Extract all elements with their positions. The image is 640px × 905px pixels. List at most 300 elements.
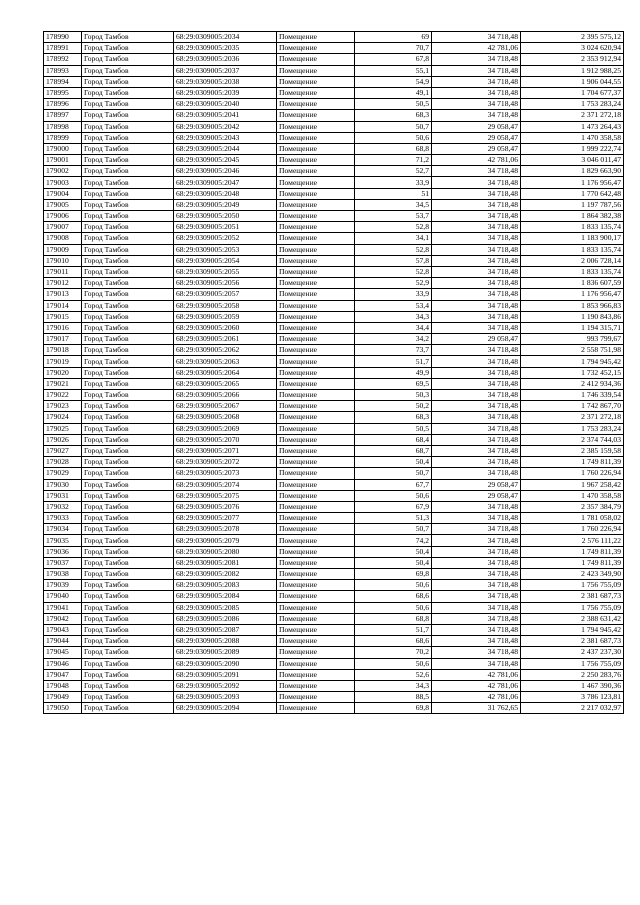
area-cell: 50,7 bbox=[355, 121, 432, 132]
table-row bbox=[44, 636, 624, 647]
cadastral-number-cell: 68:29:0309005:2040 bbox=[174, 99, 277, 110]
row-number-cell: 179017 bbox=[44, 334, 82, 345]
city-cell: Город Тамбов bbox=[82, 177, 174, 188]
cadastral-value-cell: 1 833 135,74 bbox=[521, 222, 624, 233]
city-cell: Город Тамбов bbox=[82, 490, 174, 501]
city-cell: Город Тамбов bbox=[82, 524, 174, 535]
cadastral-number-cell: 68:29:0309005:2075 bbox=[174, 490, 277, 501]
cadastral-value-cell: 1 176 956,47 bbox=[521, 289, 624, 300]
row-number-cell: 179019 bbox=[44, 356, 82, 367]
cadastral-number-cell: 68:29:0309005:2094 bbox=[174, 703, 277, 714]
row-number-cell: 179008 bbox=[44, 233, 82, 244]
cadastral-number-cell: 68:29:0309005:2088 bbox=[174, 636, 277, 647]
area-cell: 50,6 bbox=[355, 602, 432, 613]
city-cell: Город Тамбов bbox=[82, 390, 174, 401]
city-cell: Город Тамбов bbox=[82, 680, 174, 691]
row-number-cell: 179026 bbox=[44, 434, 82, 445]
object-type-cell: Помещение bbox=[277, 87, 355, 98]
row-number-cell: 179035 bbox=[44, 535, 82, 546]
row-number-cell: 179024 bbox=[44, 412, 82, 423]
table-row bbox=[44, 289, 624, 300]
table-row bbox=[44, 692, 624, 703]
cadastral-value-cell: 2 357 384,79 bbox=[521, 501, 624, 512]
row-number-cell: 179027 bbox=[44, 445, 82, 456]
city-cell: Город Тамбов bbox=[82, 669, 174, 680]
object-type-cell: Помещение bbox=[277, 445, 355, 456]
object-type-cell: Помещение bbox=[277, 591, 355, 602]
cadastral-number-cell: 68:29:0309005:2039 bbox=[174, 87, 277, 98]
cadastral-value-table bbox=[43, 31, 624, 714]
unit-value-cell: 34 718,48 bbox=[432, 434, 521, 445]
table-row bbox=[44, 423, 624, 434]
object-type-cell: Помещение bbox=[277, 580, 355, 591]
city-cell: Город Тамбов bbox=[82, 602, 174, 613]
cadastral-number-cell: 68:29:0309005:2092 bbox=[174, 680, 277, 691]
city-cell: Город Тамбов bbox=[82, 211, 174, 222]
row-number-cell: 179050 bbox=[44, 703, 82, 714]
cadastral-number-cell: 68:29:0309005:2065 bbox=[174, 378, 277, 389]
table-row bbox=[44, 121, 624, 132]
object-type-cell: Помещение bbox=[277, 322, 355, 333]
row-number-cell: 178990 bbox=[44, 32, 82, 43]
cadastral-value-cell: 2 250 283,76 bbox=[521, 669, 624, 680]
row-number-cell: 178995 bbox=[44, 87, 82, 98]
city-cell: Город Тамбов bbox=[82, 65, 174, 76]
unit-value-cell: 34 718,48 bbox=[432, 233, 521, 244]
cadastral-value-cell: 2 371 272,18 bbox=[521, 412, 624, 423]
row-number-cell: 179037 bbox=[44, 557, 82, 568]
cadastral-value-cell: 1 190 843,86 bbox=[521, 311, 624, 322]
cadastral-number-cell: 68:29:0309005:2077 bbox=[174, 513, 277, 524]
table-row bbox=[44, 602, 624, 613]
cadastral-value-cell: 2 412 934,36 bbox=[521, 378, 624, 389]
unit-value-cell: 34 718,48 bbox=[432, 87, 521, 98]
unit-value-cell: 34 718,48 bbox=[432, 188, 521, 199]
table-row bbox=[44, 647, 624, 658]
row-number-cell: 179043 bbox=[44, 624, 82, 635]
row-number-cell: 179020 bbox=[44, 367, 82, 378]
area-cell: 50,7 bbox=[355, 524, 432, 535]
table-row bbox=[44, 155, 624, 166]
cadastral-number-cell: 68:29:0309005:2061 bbox=[174, 334, 277, 345]
city-cell: Город Тамбов bbox=[82, 412, 174, 423]
area-cell: 68,3 bbox=[355, 110, 432, 121]
city-cell: Город Тамбов bbox=[82, 54, 174, 65]
object-type-cell: Помещение bbox=[277, 32, 355, 43]
table-row bbox=[44, 546, 624, 557]
object-type-cell: Помещение bbox=[277, 524, 355, 535]
cadastral-value-cell: 1 749 811,39 bbox=[521, 557, 624, 568]
cadastral-value-cell: 2 385 159,58 bbox=[521, 445, 624, 456]
object-type-cell: Помещение bbox=[277, 132, 355, 143]
row-number-cell: 179005 bbox=[44, 199, 82, 210]
cadastral-number-cell: 68:29:0309005:2044 bbox=[174, 143, 277, 154]
cadastral-value-cell: 3 046 011,47 bbox=[521, 155, 624, 166]
table-row bbox=[44, 300, 624, 311]
object-type-cell: Помещение bbox=[277, 557, 355, 568]
unit-value-cell: 34 718,48 bbox=[432, 624, 521, 635]
area-cell: 50,5 bbox=[355, 99, 432, 110]
cadastral-value-cell: 1 753 283,24 bbox=[521, 99, 624, 110]
cadastral-number-cell: 68:29:0309005:2053 bbox=[174, 244, 277, 255]
row-number-cell: 179028 bbox=[44, 457, 82, 468]
object-type-cell: Помещение bbox=[277, 76, 355, 87]
object-type-cell: Помещение bbox=[277, 54, 355, 65]
unit-value-cell: 34 718,48 bbox=[432, 367, 521, 378]
city-cell: Город Тамбов bbox=[82, 501, 174, 512]
object-type-cell: Помещение bbox=[277, 434, 355, 445]
cadastral-number-cell: 68:29:0309005:2079 bbox=[174, 535, 277, 546]
unit-value-cell: 34 718,48 bbox=[432, 289, 521, 300]
object-type-cell: Помещение bbox=[277, 233, 355, 244]
cadastral-value-cell: 2 388 631,42 bbox=[521, 613, 624, 624]
unit-value-cell: 34 718,48 bbox=[432, 457, 521, 468]
city-cell: Город Тамбов bbox=[82, 222, 174, 233]
object-type-cell: Помещение bbox=[277, 703, 355, 714]
row-number-cell: 179013 bbox=[44, 289, 82, 300]
area-cell: 51,3 bbox=[355, 513, 432, 524]
cadastral-value-cell: 2 353 912,94 bbox=[521, 54, 624, 65]
city-cell: Город Тамбов bbox=[82, 233, 174, 244]
unit-value-cell: 34 718,48 bbox=[432, 501, 521, 512]
cadastral-number-cell: 68:29:0309005:2081 bbox=[174, 557, 277, 568]
cadastral-value-cell: 1 194 315,71 bbox=[521, 322, 624, 333]
cadastral-value-cell: 1 760 226,94 bbox=[521, 468, 624, 479]
cadastral-value-cell: 2 006 728,14 bbox=[521, 255, 624, 266]
area-cell: 33,9 bbox=[355, 289, 432, 300]
city-cell: Город Тамбов bbox=[82, 121, 174, 132]
city-cell: Город Тамбов bbox=[82, 266, 174, 277]
unit-value-cell: 34 718,48 bbox=[432, 658, 521, 669]
cadastral-number-cell: 68:29:0309005:2038 bbox=[174, 76, 277, 87]
row-number-cell: 179049 bbox=[44, 692, 82, 703]
object-type-cell: Помещение bbox=[277, 367, 355, 378]
row-number-cell: 179018 bbox=[44, 345, 82, 356]
table-row bbox=[44, 390, 624, 401]
cadastral-value-cell: 1 967 258,42 bbox=[521, 479, 624, 490]
row-number-cell: 179039 bbox=[44, 580, 82, 591]
city-cell: Город Тамбов bbox=[82, 311, 174, 322]
table-row bbox=[44, 266, 624, 277]
table-row bbox=[44, 680, 624, 691]
city-cell: Город Тамбов bbox=[82, 535, 174, 546]
unit-value-cell: 34 718,48 bbox=[432, 211, 521, 222]
row-number-cell: 179021 bbox=[44, 378, 82, 389]
object-type-cell: Помещение bbox=[277, 412, 355, 423]
cadastral-value-cell: 1 770 642,48 bbox=[521, 188, 624, 199]
object-type-cell: Помещение bbox=[277, 378, 355, 389]
city-cell: Город Тамбов bbox=[82, 278, 174, 289]
area-cell: 50,6 bbox=[355, 132, 432, 143]
area-cell: 50,4 bbox=[355, 457, 432, 468]
unit-value-cell: 42 781,06 bbox=[432, 43, 521, 54]
area-cell: 70,7 bbox=[355, 43, 432, 54]
table-body bbox=[44, 32, 624, 714]
object-type-cell: Помещение bbox=[277, 479, 355, 490]
table-row bbox=[44, 143, 624, 154]
object-type-cell: Помещение bbox=[277, 513, 355, 524]
city-cell: Город Тамбов bbox=[82, 401, 174, 412]
city-cell: Город Тамбов bbox=[82, 188, 174, 199]
city-cell: Город Тамбов bbox=[82, 658, 174, 669]
row-number-cell: 179009 bbox=[44, 244, 82, 255]
unit-value-cell: 42 781,06 bbox=[432, 669, 521, 680]
cadastral-number-cell: 68:29:0309005:2074 bbox=[174, 479, 277, 490]
unit-value-cell: 42 781,06 bbox=[432, 680, 521, 691]
object-type-cell: Помещение bbox=[277, 65, 355, 76]
row-number-cell: 178998 bbox=[44, 121, 82, 132]
row-number-cell: 178997 bbox=[44, 110, 82, 121]
unit-value-cell: 34 718,48 bbox=[432, 255, 521, 266]
row-number-cell: 179011 bbox=[44, 266, 82, 277]
object-type-cell: Помещение bbox=[277, 501, 355, 512]
unit-value-cell: 34 718,48 bbox=[432, 345, 521, 356]
unit-value-cell: 34 718,48 bbox=[432, 647, 521, 658]
area-cell: 52,9 bbox=[355, 278, 432, 289]
object-type-cell: Помещение bbox=[277, 177, 355, 188]
cadastral-number-cell: 68:29:0309005:2091 bbox=[174, 669, 277, 680]
table-row bbox=[44, 334, 624, 345]
cadastral-value-cell: 1 781 058,02 bbox=[521, 513, 624, 524]
row-number-cell: 179030 bbox=[44, 479, 82, 490]
object-type-cell: Помещение bbox=[277, 390, 355, 401]
object-type-cell: Помещение bbox=[277, 110, 355, 121]
unit-value-cell: 34 718,48 bbox=[432, 535, 521, 546]
cadastral-number-cell: 68:29:0309005:2087 bbox=[174, 624, 277, 635]
cadastral-number-cell: 68:29:0309005:2051 bbox=[174, 222, 277, 233]
row-number-cell: 179034 bbox=[44, 524, 82, 535]
table-row bbox=[44, 401, 624, 412]
area-cell: 53,4 bbox=[355, 300, 432, 311]
cadastral-number-cell: 68:29:0309005:2045 bbox=[174, 155, 277, 166]
cadastral-number-cell: 68:29:0309005:2078 bbox=[174, 524, 277, 535]
object-type-cell: Помещение bbox=[277, 188, 355, 199]
object-type-cell: Помещение bbox=[277, 278, 355, 289]
unit-value-cell: 34 718,48 bbox=[432, 54, 521, 65]
cadastral-value-cell: 1 749 811,39 bbox=[521, 546, 624, 557]
row-number-cell: 179047 bbox=[44, 669, 82, 680]
city-cell: Город Тамбов bbox=[82, 32, 174, 43]
city-cell: Город Тамбов bbox=[82, 457, 174, 468]
object-type-cell: Помещение bbox=[277, 244, 355, 255]
object-type-cell: Помещение bbox=[277, 468, 355, 479]
cadastral-number-cell: 68:29:0309005:2036 bbox=[174, 54, 277, 65]
object-type-cell: Помещение bbox=[277, 99, 355, 110]
table-row bbox=[44, 557, 624, 568]
area-cell: 52,6 bbox=[355, 669, 432, 680]
area-cell: 50,5 bbox=[355, 423, 432, 434]
cadastral-number-cell: 68:29:0309005:2059 bbox=[174, 311, 277, 322]
object-type-cell: Помещение bbox=[277, 647, 355, 658]
table-row bbox=[44, 658, 624, 669]
table-row bbox=[44, 43, 624, 54]
unit-value-cell: 34 718,48 bbox=[432, 513, 521, 524]
row-number-cell: 179029 bbox=[44, 468, 82, 479]
unit-value-cell: 34 718,48 bbox=[432, 468, 521, 479]
cadastral-value-cell: 1 176 956,47 bbox=[521, 177, 624, 188]
cadastral-number-cell: 68:29:0309005:2089 bbox=[174, 647, 277, 658]
cadastral-value-cell: 1 833 135,74 bbox=[521, 244, 624, 255]
cadastral-value-cell: 1 853 966,83 bbox=[521, 300, 624, 311]
table-row bbox=[44, 76, 624, 87]
object-type-cell: Помещение bbox=[277, 211, 355, 222]
unit-value-cell: 34 718,48 bbox=[432, 591, 521, 602]
city-cell: Город Тамбов bbox=[82, 255, 174, 266]
table-row bbox=[44, 311, 624, 322]
area-cell: 55,1 bbox=[355, 65, 432, 76]
table-row bbox=[44, 513, 624, 524]
cadastral-number-cell: 68:29:0309005:2056 bbox=[174, 278, 277, 289]
area-cell: 69 bbox=[355, 32, 432, 43]
cadastral-value-cell: 2 558 751,98 bbox=[521, 345, 624, 356]
row-number-cell: 179001 bbox=[44, 155, 82, 166]
city-cell: Город Тамбов bbox=[82, 345, 174, 356]
city-cell: Город Тамбов bbox=[82, 110, 174, 121]
row-number-cell: 179044 bbox=[44, 636, 82, 647]
unit-value-cell: 34 718,48 bbox=[432, 32, 521, 43]
city-cell: Город Тамбов bbox=[82, 613, 174, 624]
area-cell: 34,3 bbox=[355, 311, 432, 322]
row-number-cell: 179016 bbox=[44, 322, 82, 333]
area-cell: 68,6 bbox=[355, 591, 432, 602]
object-type-cell: Помещение bbox=[277, 423, 355, 434]
cadastral-value-cell: 1 742 867,70 bbox=[521, 401, 624, 412]
object-type-cell: Помещение bbox=[277, 401, 355, 412]
table-row bbox=[44, 199, 624, 210]
cadastral-number-cell: 68:29:0309005:2058 bbox=[174, 300, 277, 311]
cadastral-number-cell: 68:29:0309005:2080 bbox=[174, 546, 277, 557]
row-number-cell: 179048 bbox=[44, 680, 82, 691]
area-cell: 57,8 bbox=[355, 255, 432, 266]
object-type-cell: Помещение bbox=[277, 43, 355, 54]
object-type-cell: Помещение bbox=[277, 155, 355, 166]
row-number-cell: 178994 bbox=[44, 76, 82, 87]
object-type-cell: Помещение bbox=[277, 535, 355, 546]
cadastral-value-cell: 1 732 452,15 bbox=[521, 367, 624, 378]
city-cell: Город Тамбов bbox=[82, 513, 174, 524]
table-row bbox=[44, 468, 624, 479]
row-number-cell: 179002 bbox=[44, 166, 82, 177]
cadastral-number-cell: 68:29:0309005:2062 bbox=[174, 345, 277, 356]
city-cell: Город Тамбов bbox=[82, 546, 174, 557]
area-cell: 50,3 bbox=[355, 390, 432, 401]
area-cell: 52,7 bbox=[355, 166, 432, 177]
cadastral-number-cell: 68:29:0309005:2048 bbox=[174, 188, 277, 199]
cadastral-number-cell: 68:29:0309005:2047 bbox=[174, 177, 277, 188]
object-type-cell: Помещение bbox=[277, 289, 355, 300]
unit-value-cell: 34 718,48 bbox=[432, 278, 521, 289]
unit-value-cell: 34 718,48 bbox=[432, 76, 521, 87]
cadastral-value-cell: 1 183 900,17 bbox=[521, 233, 624, 244]
object-type-cell: Помещение bbox=[277, 199, 355, 210]
cadastral-value-cell: 1 999 222,74 bbox=[521, 143, 624, 154]
city-cell: Город Тамбов bbox=[82, 289, 174, 300]
area-cell: 73,7 bbox=[355, 345, 432, 356]
cadastral-value-cell: 1 467 390,36 bbox=[521, 680, 624, 691]
cadastral-value-cell: 1 912 988,25 bbox=[521, 65, 624, 76]
unit-value-cell: 29 058,47 bbox=[432, 132, 521, 143]
cadastral-number-cell: 68:29:0309005:2052 bbox=[174, 233, 277, 244]
row-number-cell: 179007 bbox=[44, 222, 82, 233]
cadastral-value-cell: 1 749 811,39 bbox=[521, 457, 624, 468]
city-cell: Город Тамбов bbox=[82, 434, 174, 445]
object-type-cell: Помещение bbox=[277, 636, 355, 647]
area-cell: 70,2 bbox=[355, 647, 432, 658]
row-number-cell: 179033 bbox=[44, 513, 82, 524]
unit-value-cell: 42 781,06 bbox=[432, 692, 521, 703]
table-row bbox=[44, 535, 624, 546]
unit-value-cell: 34 718,48 bbox=[432, 580, 521, 591]
table-row bbox=[44, 87, 624, 98]
table-row bbox=[44, 110, 624, 121]
unit-value-cell: 34 718,48 bbox=[432, 557, 521, 568]
row-number-cell: 178992 bbox=[44, 54, 82, 65]
row-number-cell: 179031 bbox=[44, 490, 82, 501]
unit-value-cell: 29 058,47 bbox=[432, 479, 521, 490]
object-type-cell: Помещение bbox=[277, 602, 355, 613]
city-cell: Город Тамбов bbox=[82, 199, 174, 210]
cadastral-number-cell: 68:29:0309005:2037 bbox=[174, 65, 277, 76]
area-cell: 51,7 bbox=[355, 356, 432, 367]
row-number-cell: 179041 bbox=[44, 602, 82, 613]
city-cell: Город Тамбов bbox=[82, 580, 174, 591]
cadastral-value-cell: 3 024 620,94 bbox=[521, 43, 624, 54]
area-cell: 50,4 bbox=[355, 546, 432, 557]
object-type-cell: Помещение bbox=[277, 300, 355, 311]
row-number-cell: 179040 bbox=[44, 591, 82, 602]
table-row bbox=[44, 99, 624, 110]
row-number-cell: 179015 bbox=[44, 311, 82, 322]
object-type-cell: Помещение bbox=[277, 121, 355, 132]
cadastral-number-cell: 68:29:0309005:2050 bbox=[174, 211, 277, 222]
row-number-cell: 178999 bbox=[44, 132, 82, 143]
cadastral-number-cell: 68:29:0309005:2076 bbox=[174, 501, 277, 512]
cadastral-value-cell: 2 395 575,12 bbox=[521, 32, 624, 43]
unit-value-cell: 34 718,48 bbox=[432, 99, 521, 110]
area-cell: 69,5 bbox=[355, 378, 432, 389]
unit-value-cell: 34 718,48 bbox=[432, 613, 521, 624]
city-cell: Город Тамбов bbox=[82, 703, 174, 714]
cadastral-value-cell: 1 833 135,74 bbox=[521, 266, 624, 277]
cadastral-number-cell: 68:29:0309005:2069 bbox=[174, 423, 277, 434]
cadastral-value-cell: 2 371 272,18 bbox=[521, 110, 624, 121]
area-cell: 49,9 bbox=[355, 367, 432, 378]
area-cell: 68,8 bbox=[355, 613, 432, 624]
table-row bbox=[44, 580, 624, 591]
unit-value-cell: 34 718,48 bbox=[432, 311, 521, 322]
row-number-cell: 179006 bbox=[44, 211, 82, 222]
cadastral-value-cell: 2 381 687,73 bbox=[521, 591, 624, 602]
unit-value-cell: 34 718,48 bbox=[432, 266, 521, 277]
row-number-cell: 179000 bbox=[44, 143, 82, 154]
city-cell: Город Тамбов bbox=[82, 76, 174, 87]
area-cell: 68,7 bbox=[355, 445, 432, 456]
unit-value-cell: 42 781,06 bbox=[432, 155, 521, 166]
object-type-cell: Помещение bbox=[277, 658, 355, 669]
city-cell: Город Тамбов bbox=[82, 43, 174, 54]
row-number-cell: 179036 bbox=[44, 546, 82, 557]
row-number-cell: 179022 bbox=[44, 390, 82, 401]
row-number-cell: 179025 bbox=[44, 423, 82, 434]
unit-value-cell: 34 718,48 bbox=[432, 546, 521, 557]
table-row bbox=[44, 669, 624, 680]
city-cell: Город Тамбов bbox=[82, 378, 174, 389]
cadastral-number-cell: 68:29:0309005:2060 bbox=[174, 322, 277, 333]
city-cell: Город Тамбов bbox=[82, 155, 174, 166]
cadastral-value-cell: 1 829 663,90 bbox=[521, 166, 624, 177]
cadastral-number-cell: 68:29:0309005:2055 bbox=[174, 266, 277, 277]
cadastral-value-cell: 1 704 677,37 bbox=[521, 87, 624, 98]
